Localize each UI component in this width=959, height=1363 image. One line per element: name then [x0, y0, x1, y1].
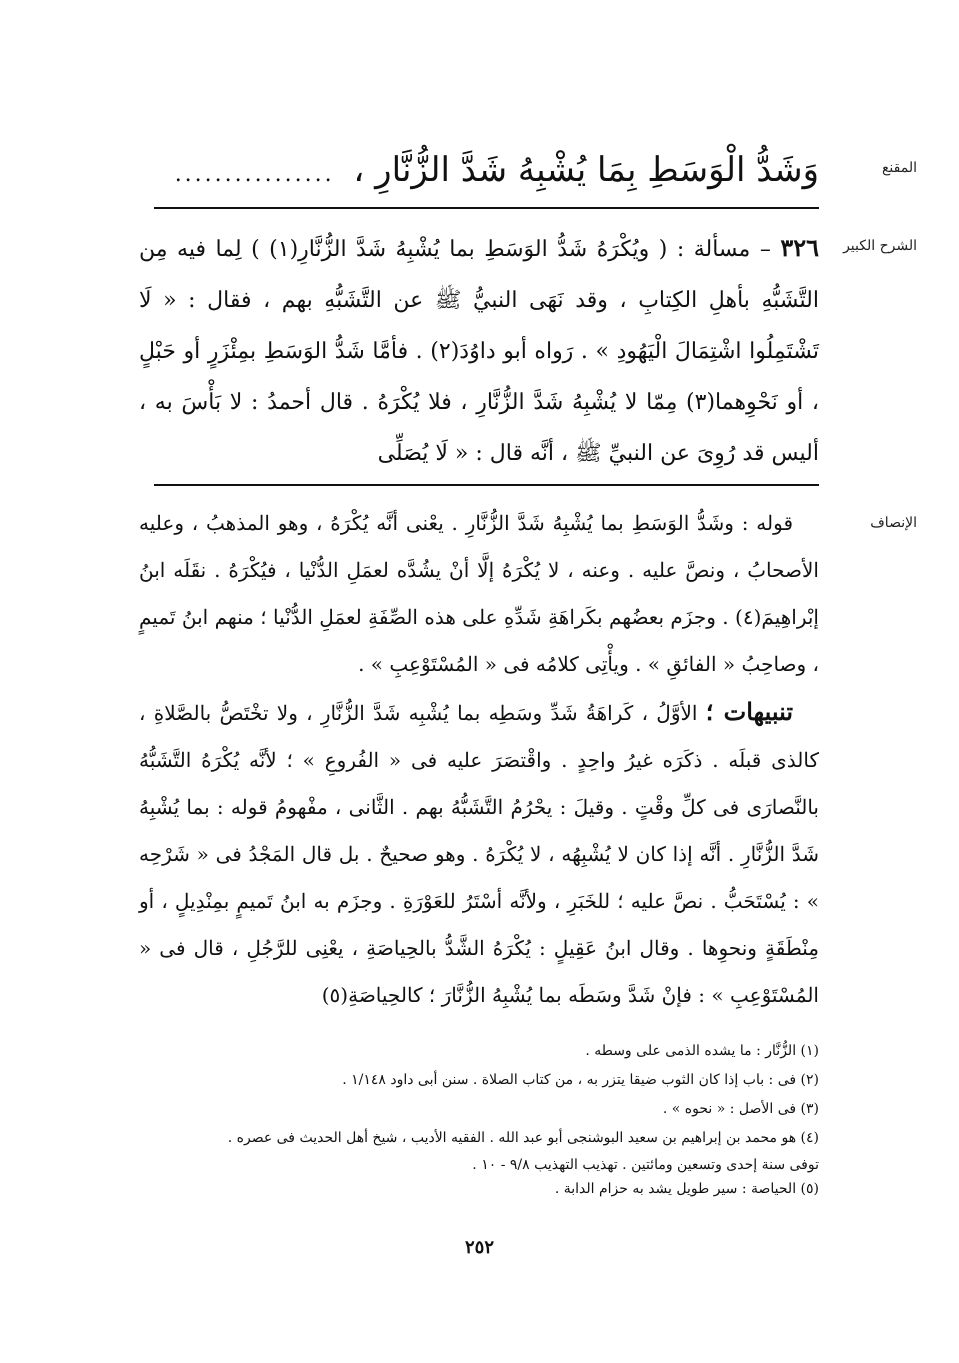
insaf-paragraph-2-text: الأوَّلُ ، كَراهَةُ شَدِّ وسَطِه بما يُشْبِه شَدَّ الزُّنَّارِ ، ولا تخْتَصُّ بالصَّلاةِ ، كالذى قبلَه . ذكَرَه غيرُ واحِدٍ . واقْتصَرَ عليه فى « الفُروعِ » ؛ لأنَّه يُكْرَهُ التَّشَبُّهُ بالنَّصارَى فى كلِّ وقْتٍ . وقيلَ : يحْرُمُ التَّشَبُّهُ بهم . الثَّانى ، مفْهومُ قوله : بما يُشْبِهُ شَدَّ الزُّنَّارِ . أنَّه إذا كان لا يُشْبِهُه ، لا يُكْرَهُ . وهو صحيحٌ . بل قال المَجْدُ فى « شَرْحِه » : يُسْتَحَبُّ . نصَّ عليه ؛ للخَبَرِ ، ولأنَّه أسْتَرُ للعَوْرَةِ . وجزَم به ابنُ تَميمٍ بمِنْدِيلٍ ، أو مِنْطَقَةٍ ونحوِها . وقال ابنُ عَقِيلٍ : يُكْرَهُ الشَّدُّ بالحِياصَةِ ، يعْنِى للرَّجُلِ ، قال فى « المُسْتَوْعِبِ » : فإنْ شَدَّ وسَطَه بما يُشْبِهُ الزُّنَّارَ ؛ كالحِياصَةِ(٥)	[139, 701, 819, 1007]
footnote-4-continued: توفى سنة إحدى وتسعين ومائتين . تهذيب التهذيب ٩/٨ - ١٠ .	[472, 1157, 819, 1173]
footnote-2: (٢) فى : باب إذا كان الثوب ضيقا يتزر به ، من كتاب الصلاة . سنن أبى داود ١/١٤٨ .	[342, 1072, 819, 1088]
footnote-1: (١) الزُّنَّار : ما يشده الذمى على وسطه .	[585, 1043, 819, 1059]
divider-top	[154, 207, 819, 209]
footnotes	[139, 1037, 819, 1201]
tanbihat-heading: تنبيهات ؛	[705, 697, 794, 726]
footnote-3: (٣) فى الأصل : « نحوه » .	[662, 1101, 819, 1117]
sharh-text: – مسألة : ( ويُكْرَهُ شَدُّ الوَسَطِ بما يُشْبِهُ شَدَّ الزُّنَّارِ(١) ) لِما فيه مِن التَّشَبُّهِ بأهلِ الكِتابِ ، وقد نَهَى النبيُّ ﷺ عن التَّشَبُّهِ بهم ، فقال : « لَا تَشْتَمِلُوا اشْتِمَالَ الْيَهُودِ » . رَواه أبو داوُدَ(٢) . فأمَّا شَدُّ الوَسَطِ بمِئْزَرٍ أو حَبْلٍ ، أو نَحْوِهما(٣) مِمّا لا يُشْبِهُ شَدَّ الزُّنَّارِ ، فلا يُكْرَهُ . قال أحمدُ : لا بَأْسَ به ، أليس قد رُوِىَ عن النبيِّ ﷺ ، أنَّه قال : « لَا يُصَلِّى	[139, 237, 820, 466]
insaf-paragraph-1: قوله : وشَدُّ الوَسَطِ بما يُشْبِهُ شَدَّ الزُّنَّارِ . يعْنى أنَّه يُكْرَهُ ، وهو المذهبُ ، وعليه الأصحابُ ، ونصَّ عليه . وعنه ، لا يُكْرَهُ إلَّا أنْ يشُدَّه لعمَلِ الدُّنْيا ، فيُكْرَهُ . نقَلَه ابنُ إبْراهِيمَ(٤) . وجزَم بعضُهم بكَراهَةِ شَدِّهِ على هذه الصِّفَةِ لعمَلِ الدُّنْيا ؛ منهم ابنُ تَميمٍ ، وصاحِبُ « الفائقِ » . ويأْتِى كلامُه فى « المُسْتَوْعِبِ » .	[139, 511, 819, 676]
label-insaf: الإنصاف	[870, 515, 917, 531]
label-sharh: الشرح الكبير	[843, 238, 917, 254]
insaf-section	[139, 500, 819, 1019]
footnote-4: (٤) هو محمد بن إبراهيم بن سعيد البوشنجى أبو عبد الله . الفقيه الأديب ، شيخ أهل الحديث فى عصره .	[227, 1130, 819, 1146]
muqni-text: وَشَدُّ الْوَسَطِ بِمَا يُشْبِهُ شَدَّ الزُّنَّارِ ،	[353, 150, 819, 190]
muqni-text-line	[139, 140, 819, 200]
page-number: ٢٥٢	[464, 1237, 494, 1258]
issue-number: ٣٢٦	[780, 233, 820, 262]
divider-middle	[154, 484, 819, 486]
sharh-paragraph	[139, 222, 819, 479]
sharh-section	[139, 222, 819, 479]
insaf-paragraph-2	[139, 688, 819, 1019]
muqni-dots: ................	[174, 162, 335, 187]
label-muqni: المقنع	[881, 160, 917, 176]
footnote-5: (٥) الحياصة : سير طويل يشد به حزام الدابة .	[554, 1181, 819, 1197]
